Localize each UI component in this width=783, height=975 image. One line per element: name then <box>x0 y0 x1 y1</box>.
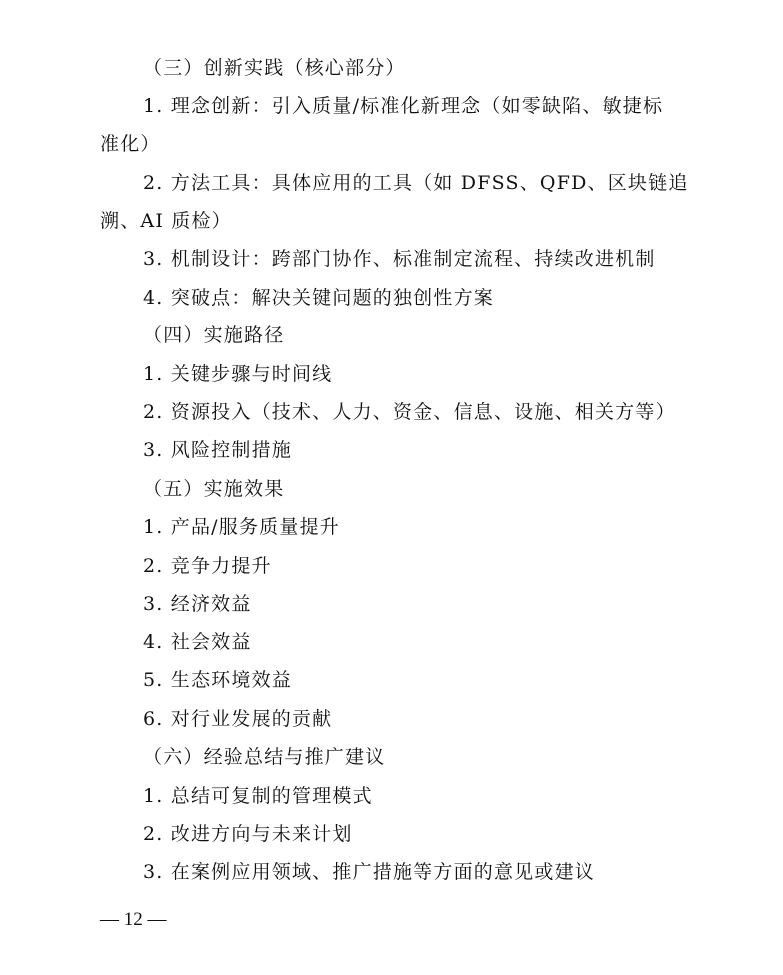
list-item-replicable-model: 1. 总结可复制的管理模式 <box>143 785 373 807</box>
page-number: — 12 — <box>100 909 167 930</box>
list-item-social-benefit: 4. 社会效益 <box>143 631 252 653</box>
list-item-competitiveness: 2. 竞争力提升 <box>143 555 272 577</box>
section-heading-implementation-effect: （五）实施效果 <box>143 478 285 500</box>
list-item-breakthrough: 4. 突破点：解决关键问题的独创性方案 <box>143 287 494 309</box>
section-heading-experience-summary: （六）经验总结与推广建议 <box>143 746 386 768</box>
list-item-concept-innovation: 1. 理念创新：引入质量/标准化新理念（如零缺陷、敏捷标 <box>143 95 664 117</box>
list-item-risk-control: 3. 风险控制措施 <box>143 439 292 461</box>
section-heading-innovation-practice: （三）创新实践（核心部分） <box>143 57 406 79</box>
list-item-mechanism-design: 3. 机制设计：跨部门协作、标准制定流程、持续改进机制 <box>143 248 656 270</box>
list-item-method-tools: 2. 方法工具：具体应用的工具（如 DFSS、QFD、区块链追 <box>143 172 689 194</box>
list-item-resource-input: 2. 资源投入（技术、人力、资金、信息、设施、相关方等） <box>143 401 676 423</box>
list-item-quality-improvement: 1. 产品/服务质量提升 <box>143 516 340 538</box>
list-item-ecological-benefit: 5. 生态环境效益 <box>143 669 292 691</box>
list-item-economic-benefit: 3. 经济效益 <box>143 593 252 615</box>
list-item-promotion-suggestions: 3. 在案例应用领域、推广措施等方面的意见或建议 <box>143 861 595 883</box>
list-item-industry-contribution: 6. 对行业发展的贡献 <box>143 708 333 730</box>
list-item-key-steps: 1. 关键步骤与时间线 <box>143 363 333 385</box>
list-item-concept-innovation-continued: 准化） <box>100 133 161 155</box>
list-item-method-tools-continued: 溯、AI 质检） <box>100 210 232 232</box>
section-heading-implementation-path: （四）实施路径 <box>143 324 285 346</box>
list-item-future-plan: 2. 改进方向与未来计划 <box>143 823 353 845</box>
